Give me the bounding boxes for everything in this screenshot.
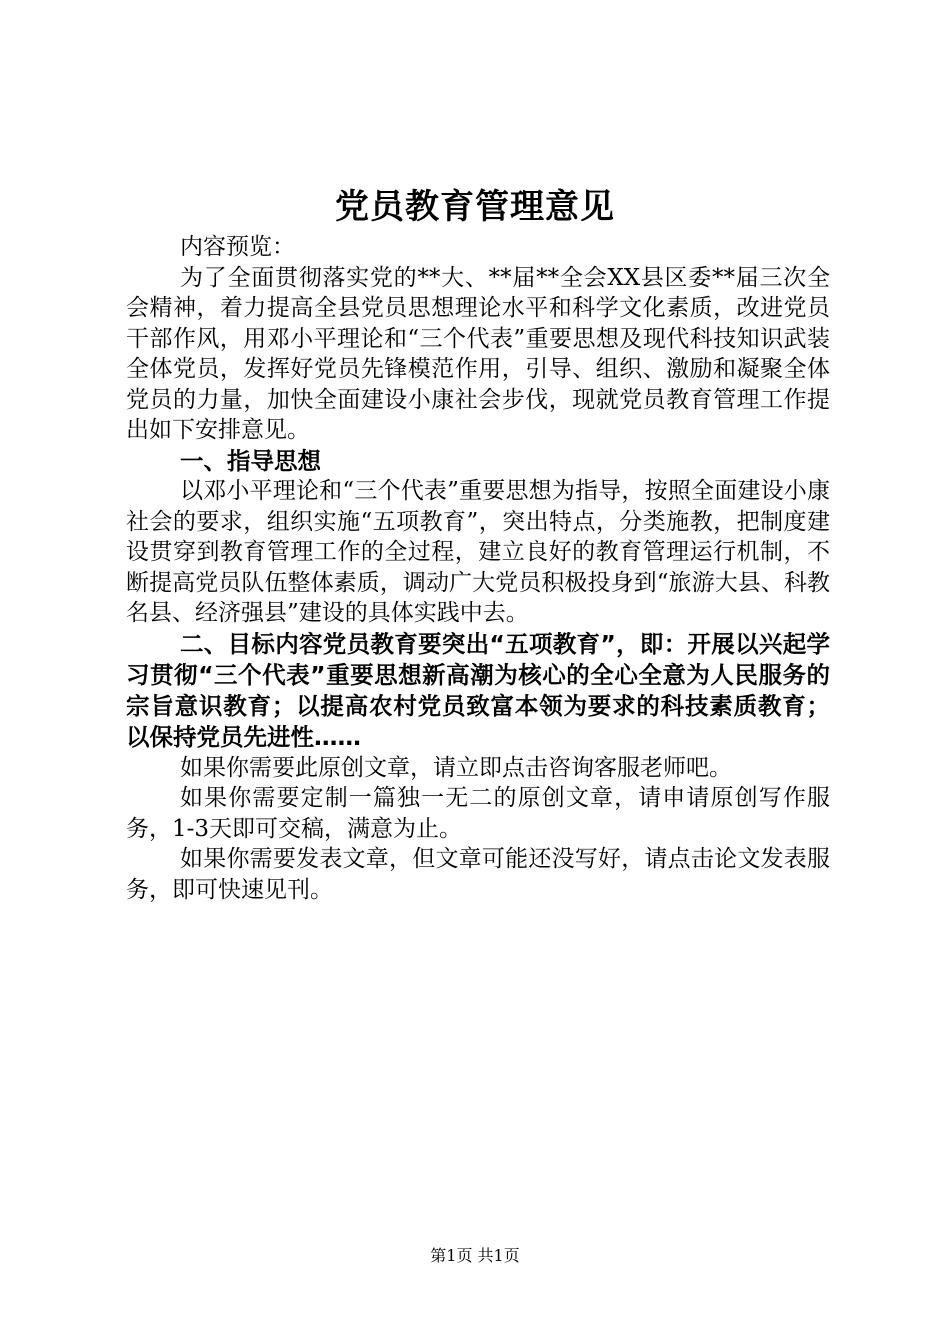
section-heading-goals: 二、目标内容党员教育要突出“五项教育”，即：开展以兴起学习贯彻“三个代表”重要思想新高潮为核心的全心全意为人民服务的宗旨意识教育；以提高农村党员致富本领为要求的科技素质教育；以保持党员先进性…… [126,629,830,751]
section-heading-guiding-thought: 一、指导思想 [180,446,321,475]
document-body [126,232,830,905]
intro-paragraph: 为了全面贯彻落实党的**大、**届**全会XX县区委**届三次全会精神，着力提高全县党员思想理论水平和科学文化素质，改进党员干部作风，用邓小平理论和“三个代表”重要思想及现代科技知识武装全体党员，发挥好党员先锋模范作用，引导、组织、激励和凝聚全体党员的力量，加快全面建设小康社会步伐，现就党员教育管理工作提出如下安排意见。 [126,264,830,443]
promo-publishing-paragraph: 如果你需要发表文章，但文章可能还没写好，请点击论文发表服务，即可快速见刊。 [126,846,830,903]
promo-consult-paragraph: 如果你需要此原创文章，请立即点击咨询客服老师吧。 [180,754,732,781]
guiding-thought-paragraph: 以邓小平理论和“三个代表”重要思想为指导，按照全面建设小康社会的要求，组织实施“五项教育”，突出特点，分类施教，把制度建设贯穿到教育管理工作的全过程，建立良好的教育管理运行机制，不断提高党员队伍整体素质，调动广大党员积极投身到“旅游大县、科教名县、经济强县”建设的具体实践中去。 [126,478,830,626]
page-footer: 第1页 共1页 [430,1246,520,1265]
promo-custom-writing-paragraph: 如果你需要定制一篇独一无二的原创文章，请申请原创写作服务，1-3天即可交稿，满意为止。 [126,785,830,842]
document-title: 党员教育管理意见 [335,187,615,227]
preview-label: 内容预览： [180,234,295,260]
